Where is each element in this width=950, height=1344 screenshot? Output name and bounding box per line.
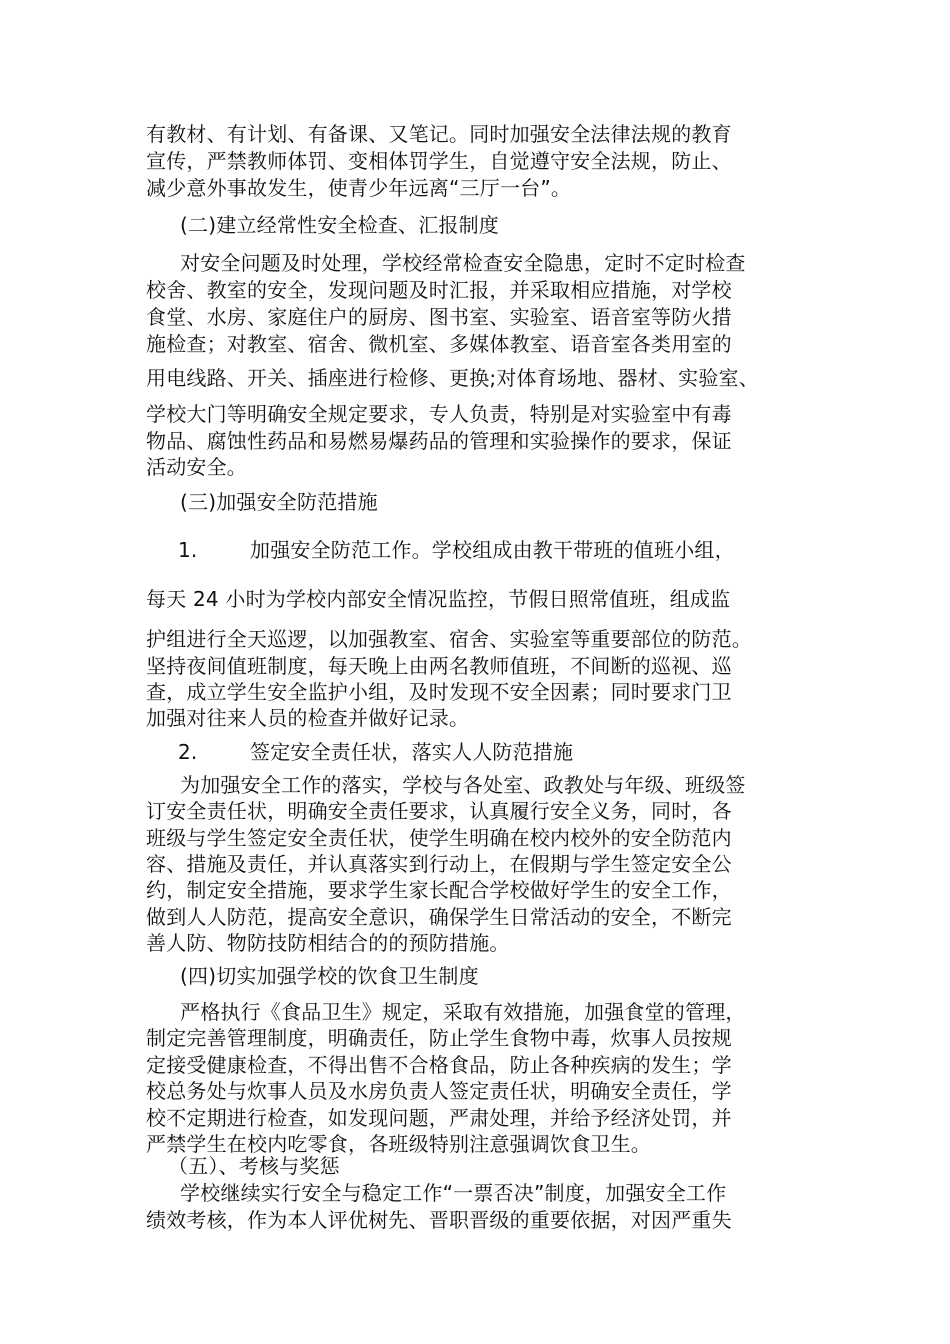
body-text-line: 对安全问题及时处理，学校经常检查安全隐患，定时不定时检查 xyxy=(180,251,746,275)
item-number: 1. xyxy=(178,538,198,562)
body-text-line: 制定完善管理制度，明确责任，防止学生食物中毒，炊事人员按规 xyxy=(146,1026,732,1050)
body-text-line: 护组进行全天巡逻，以加强教室、宿舍、实验室等重要部位的防范。 xyxy=(146,627,752,651)
body-text-line: 物品、腐蚀性药品和易燃易爆药品的管理和实验操作的要求，保证 xyxy=(146,429,732,453)
body-text-line: 用电线路、开关、插座进行检修、更换;对体育场地、器材、实验室、 xyxy=(146,366,759,390)
item-heading: 加强安全防范工作。学校组成由教干带班的值班小组， xyxy=(250,538,735,562)
section-heading: (三)加强安全防范措施 xyxy=(180,490,378,514)
body-text-line: 容、措施及责任，并认真落实到行动上，在假期与学生签定安全公 xyxy=(146,852,732,876)
body-text-line: 学校继续实行安全与稳定工作“一票否决”制度，加强安全工作 xyxy=(180,1181,727,1205)
body-text-line: 严禁学生在校内吃零食，各班级特别注意强调饮食卫生。 xyxy=(146,1132,651,1156)
body-text-line: 宣传，严禁教师体罚、变相体罚学生，自觉遵守安全法规，防止、 xyxy=(146,149,732,173)
body-text-line: 校不定期进行检查，如发现问题，严肃处理，并给予经济处罚，并 xyxy=(146,1106,732,1130)
body-text-line: 每天 24 小时为学校内部安全情况监控，节假日照常值班，组成监 xyxy=(146,587,731,611)
body-text-line: 做到人人防范，提高安全意识，确保学生日常活动的安全，不断完 xyxy=(146,905,732,929)
item-heading: 签定安全责任状，落实人人防范措施 xyxy=(250,740,574,764)
section-heading: （五）、考核与奖惩 xyxy=(168,1154,340,1178)
item-number: 2. xyxy=(178,740,198,764)
body-text-line: 活动安全。 xyxy=(146,455,247,479)
body-text-line: 约，制定安全措施，要求学生家长配合学校做好学生的安全工作， xyxy=(146,878,732,902)
body-text-line: 严格执行《食品卫生》规定，采取有效措施，加强食堂的管理， xyxy=(180,1000,746,1024)
body-text-line: 施检查；对教室、宿舍、微机室、多媒体教室、语音室各类用室的 xyxy=(146,332,732,356)
body-text-line: 为加强安全工作的落实，学校与各处室、政教处与年级、班级签 xyxy=(180,773,746,797)
body-text-line: 坚持夜间值班制度，每天晚上由两名教师值班，不间断的巡视、巡 xyxy=(146,654,732,678)
body-text-line: 定接受健康检查，不得出售不合格食品，防止各种疾病的发生；学 xyxy=(146,1053,732,1077)
body-text-line: 有教材、有计划、有备课、又笔记。同时加强安全法律法规的教育 xyxy=(146,122,732,146)
body-text-line: 食堂、水房、家庭住户的厨房、图书室、实验室、语音室等防火措 xyxy=(146,305,732,329)
body-text-line: 校总务处与炊事人员及水房负责人签定责任状，明确安全责任，学 xyxy=(146,1079,732,1103)
body-text-line: 查，成立学生安全监护小组，及时发现不安全因素；同时要求门卫 xyxy=(146,680,732,704)
section-heading: (二)建立经常性安全检查、汇报制度 xyxy=(180,213,500,237)
body-text-line: 加强对往来人员的检查并做好记录。 xyxy=(146,706,470,730)
body-text-line: 绩效考核，作为本人评优树先、晋职晋级的重要依据，对因严重失 xyxy=(146,1208,732,1232)
body-text-line: 学校大门等明确安全规定要求，专人负责，特别是对实验室中有毒 xyxy=(146,402,732,426)
section-heading: (四)切实加强学校的饮食卫生制度 xyxy=(180,964,479,988)
body-text-line: 订安全责任状，明确安全责任要求，认真履行安全义务，同时，各 xyxy=(146,799,732,823)
body-text-line: 班级与学生签定安全责任状，使学生明确在校内校外的安全防范内 xyxy=(146,826,732,850)
body-text-line: 校舍、教室的安全，发现问题及时汇报，并采取相应措施，对学校 xyxy=(146,278,732,302)
body-text-line: 善人防、物防技防相结合的的预防措施。 xyxy=(146,931,510,955)
body-text-line: 减少意外事故发生，使青少年远离“三厅一台”。 xyxy=(146,176,572,200)
